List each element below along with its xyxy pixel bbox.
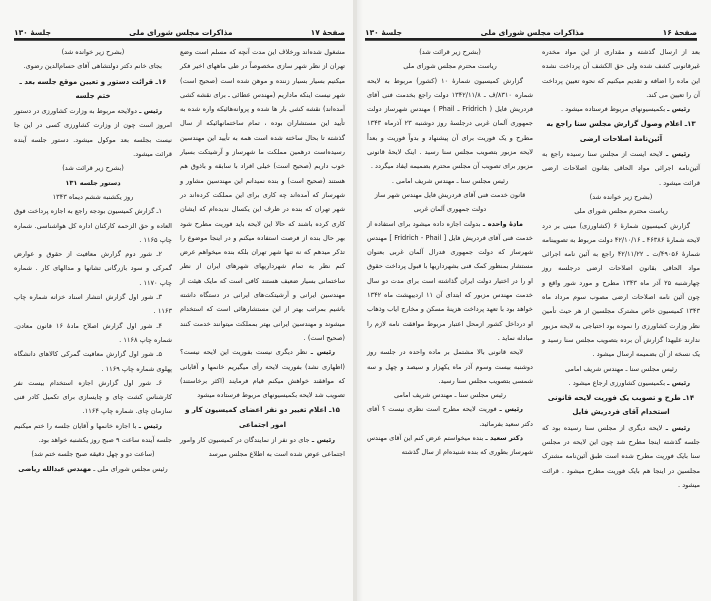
speech-text: فوریت لایحه مطرح است نظری نیست ؟ آقای دکتر سعید بفرمائید. [367, 405, 533, 428]
agenda-item: ۲ـ شور دوم گزارش معافیت از حقوق و عوارض گمرکی و سود بازرگانی تشانها و مدالهای کار . شماره چاپ ۱۱۷۰ . [14, 250, 172, 287]
page-header [14, 23, 345, 40]
speech-text: دولایحه مربوط به وزارت کشاورزی در دستور امروز است چون از وزارت کشاورزی کسی در این جا نیست بجلسه بعد موکول میشود. دستور جلسه آینده قرائت میشود. [14, 107, 172, 159]
paragraph: لایحه قانونی بالا مشتمل بر ماده واحده در جلسه روز دوشنبه بیست وسوم آذر ماه یکهزار و سیصد و چهل و سه شمسی بتصویب مجلس سنا رسید. [367, 348, 533, 385]
speech-text: نظر دیگری نیست بفوریت این لایحه نیست؟ (اظهاری نشد) بفوریت لایحه رأی میگیریم خانمها و آقایانی که موافقند خواهش میکنم قیام فرمایند (اکثر برخاستند) تصویب شد لایحه بکمیسیونهای مربوط فرستاده میشود [180, 348, 345, 400]
note: (بشرح زیر خوانده شد) [589, 192, 653, 201]
right-page [357, 0, 711, 601]
speech-text: جای دو نفر از نمایندگان در کمیسیون کار وامور اجتماعی عوض شده است به اطلاع مجلس میرسد [180, 436, 345, 459]
speech [367, 431, 533, 460]
paragraph: گزارش کمیسیون شمارهٔ ۶ (کشاورزی) مینی بر درد لایحه شمارهٔ ۴۶۳۸۶ ـ ۴۲/۱۰/۱۶ دولت مربوط به تصویبنامه شمارهٔ ۴۹۰۵۶/ت ـ ۴۲/۱۱/۲۲ راجع به آئین نامه اجرائی مواد الحاقی بقانون اصلاحات ارضی درجلسه روز چهارشنبه ۲۵ آذر ماه ۱۳۴۳ مطرح و مورد شور واقع و چون آئین نامه اصلاحات ارضی مصوب سوم مرداد ماه ۱۳۴۳ کمیسیون خاص مشترک مجلسین از هر حیث تأمین نظر وزارت کشاورزی را نموده بود احتیاجی به لایحه مزبور ندارند علیهذا گزارش آن برده بتصویب مجلس سنا رسید و یک نسخه از آن بضمیمه ارسال میشود . [542, 221, 700, 359]
speaker-name: رئیس ـ [311, 436, 335, 445]
paragraph: مشغول شده‌اند ورخلاف این مدت آنچه که مسلم است وضع تهران از نظر شهر سازی مخصوصاً در طی ماههای اخیر فکر میکنیم بسیار بسیار زننده و موهن شده است (صحیح است) شهر نیست اینکه ماداریم (مهندس عطائی ـ برای نقشه کشی آمده‌اند) نقشه کشی بار ها شده و پروانه‌هائیکه واره شده به تأیید این مستشاران بوده ، تمام ساختمانهائیکه از سال گذشته تا بحال ساخته شده است همه به تأیید این مهندسین رسیده‌است درهمین مملکت ما شهرساز و آرشیتکت بسیار خوب داریم (صحیح است) خیلی افراد با سابقه و باذوق هم هستند (صحیح است) و بنده نمیدانم این مهندسین مشاور و شهرساز که آمده‌اند چه کاری برای این مملکت کرده‌اند در شهر تهران که بنده در ظرف این یکسال ندیده‌ام که ایشان کاری کرده باشند که حالا این لایحه باید فوریت مطرح شود بهر حال بنده از فرصت استفاده میکنم و در اینجا موضوع را تذکر میدهم که نه تنها شهر تهران بلکه بنده میخواهم عرض کنم نظر به تمام شهرداریهای شهرهای ایران از نظر ساختمانی بسیار ضعیف هستند کافی است که مایک هیئت از مهندسین ایرانی و آرشیتکت‌های ایرانی در دستگاه داشته باشیم بمراتب بهتر از این مستشارهائی است که استخدام میشوند و مهندسین ایرانی بهتر بمملکت میتوانند خدمت کنند (صحیح است) . [180, 48, 345, 342]
article-label: مادهٔ واحده ـ [482, 219, 523, 228]
running-title: مذاکرات مجلس شورای ملی [129, 28, 233, 37]
page-number: صفحهٔ ۱۷ [310, 28, 345, 37]
section-heading: ۱۳ـ اعلام وصول گزارش مجلس سنا راجع به آئین‌نامهٔ اصلاحات ارضی [546, 120, 696, 143]
speech-text: بنده میخواستم عرض کنم این آقای مهندس شهرساز بطوری که بنده شنیده‌ام از سال گذشته [367, 434, 533, 457]
session-number: جلسهٔ ۱۳۰ [365, 28, 403, 37]
text-column-right [180, 45, 345, 462]
speaker-name: رئیس ـ [665, 423, 690, 432]
note: (بشرح زیر قرائت شد) [419, 48, 481, 56]
agenda-date: روز یکشنبه ششم دیماه ۱۳۴۳ [52, 192, 134, 201]
speaker-name: رئیس ـ [499, 405, 523, 414]
text-column-left [14, 45, 172, 476]
paragraph: بعد از ارسال گذشته و مقداری از این مواد مخدره غیرقانونی کشف شده ولی حق الکشف آن پرداخت نشده این ماده را اضافه و تقدیم میکنیم که نحوه تعیین پرداخت آن را تعیین می کند. [542, 48, 700, 99]
signature-name: مهندس عبدالله ریاضی [18, 464, 92, 473]
running-title: مذاکرات مجلس شورای ملی [480, 28, 584, 37]
text-column-left [367, 45, 533, 460]
speech [14, 104, 172, 161]
law-article [367, 217, 533, 346]
paragraph: گزارش کمیسیون شمارهٔ ۱۰ (کشور) مربوط به لایحه شماره ۸۳۱۰/ف ـ ۱۳۴۲/۱۱/۸ دولت راجع بخدمت فنی آقای فردریش فایل ( Fridrich ـ Phail ) مهندس شهرساز دولت جمهوری آلمان غربی درجلسهٔ روز دوشنبه ۲۳ آذرماه ۱۳۴۳ مطرح و یک فوریت برای آن پیشنهاد و بدواً فوریت و بعداً لایحه مزبور بتصویب مجلس سنا رسید . اینک لایحهٔ قانونی مزبور برای تصویب آن مجلس محترم بضمیمه ایفاد میگردد . [367, 76, 534, 171]
signature: رئیس مجلس سنا ـ مهندس شریف امامی [393, 391, 507, 400]
header-rule [365, 40, 697, 41]
speaker-name: رئیس ـ [665, 150, 690, 159]
speaker-name: رئیس ـ [310, 348, 335, 357]
left-page [0, 0, 353, 601]
speech-text: لایحه دیگری از مجلس سنا رسیده بود که جلسه گذشته اینجا مطرح شد چون این لایحه در مجلس سنا بایک فوریت مطرح شده است طبق آئین‌نامه مشترک مجلسین در اینجا هم بایک فوریت مطرح میشود . قرائت میشود . [542, 423, 700, 489]
speech [542, 376, 700, 390]
section-heading: ۱۴ـ طرح و تصویب یک فوریت لایحه قانونی استخدام آقای فردریش فایل [547, 394, 695, 417]
speaker-name: رئیس ـ [139, 107, 162, 116]
speaker-name: دکتر سعید ـ [485, 434, 523, 443]
note: (بشرح زیر خوانده شد) [61, 48, 125, 56]
law-title: قانون خدمت فنی آقای فردریش فایل مهندس شهر ساز دولت جمهوری آلمان غربی [374, 190, 526, 214]
signature-title: رئیس مجلس شورای ملی ـ [93, 464, 168, 473]
agenda-item: ۱ـ گزارش کمیسیون بودجه راجع به اجازه پرداخت فوق العاده و حق الزحمه کارکنان اداره کل هواشناسی. شماره چاپ ۱۱۶۵ . [14, 207, 172, 244]
speech [367, 402, 533, 431]
page-number: صفحهٔ ۱۶ [662, 28, 697, 37]
closing-note: (ساعت دو و چهل دقیقه صبح جلسه ختم شد) [31, 450, 155, 459]
addressee: ریاست محترم مجلس شورای ملی [574, 207, 668, 216]
page-header [365, 23, 697, 40]
speech [180, 345, 345, 402]
page-edge-shadow [357, 0, 363, 601]
article-text: بدولت اجازه داده میشود برای استفاده از خدمت فنی آقای فردریش فایل [ Fridrich - Phail ] مهندس شهرساز که دولت جمهوری فدرال آلمان غربی بعنوان مستشار بمنظور کمک فنی بشهرداریها با قبول پرداخت حقوق او را در اختیار دولت ایران گذاشته است برای مدت دو سال خدمت مهندس مزبور که ابتدای آن ۱۱ اردیبهشت ماه ۱۳۴۲ خواهد بود با تعهد پرداخت هزینهٔ مسکن و مخارج ایاب وذهاب او درداخل کشور ازمحل اعتبار مربوط موافقت نامه لازم را مبادله نماید . [367, 219, 533, 342]
agenda-title: دستور جلسه ۱۳۱ [65, 178, 121, 187]
speech-text: بکمیسیون کشاورزی ارجاع میشود . [568, 378, 666, 387]
speaker-name: رئیس ـ [667, 378, 690, 387]
addressee: ریاست محترم مجلس شورای ملی [403, 62, 497, 71]
paragraph: بجای خانم دکتر دولتشاهی آقای حسام‌الدین رضوی. [23, 62, 162, 71]
speech [542, 102, 700, 116]
speech [14, 419, 172, 448]
agenda-item: ۳ـ شور اول گزارش انتشار اسناد خزانه شماره چاپ ۱۱۶۳ . [14, 293, 172, 316]
speech [542, 421, 700, 492]
header-rule [14, 40, 345, 41]
speech-text: لایحه ایست از مجلس سنا رسیده راجع به آئین‌نامه اجرائی مواد الحاقی بقانون اصلاحات ارضی قرائت میشود . [542, 150, 700, 187]
agenda-item: ۴ـ شور اول گزارش اصلاح مادهٔ ۱۶ قانون معادن. شماره چاپ ۱۱۶۸ . [14, 321, 172, 344]
signature: رئیس مجلس سنا ـ مهندس شریف امامی [564, 364, 678, 373]
speech-text: با اجازه خانمها و آقایان جلسه را ختم میکنیم جلسه آینده ساعت ۹ صبح روز یکشنبه خواهد بود. [14, 421, 172, 445]
agenda-item: ۵ـ شور اول گزارش معافیت گمرکی کالاهای دانشگاه پهلوی شماره چاپ ۱۱۶۹ . [14, 350, 172, 373]
signature [14, 462, 172, 476]
text-column-right [542, 45, 700, 492]
section-heading: ۱۵ـ اعلام تغییر دو نفر اعضای کمیسیون کار و امور اجتماعی [185, 406, 340, 429]
section-heading: ۱۶ـ قرائت دستور و تعیین موقع جلسه بعد ـ ختم جلسه [19, 77, 167, 100]
speaker-name: رئیس ـ [138, 421, 162, 430]
agenda-item: ۶ـ شور اول گزارش اجازه استخدام بیست نفر کارشناس کشت چای و چایسازی برای تکمیل کادر فنی سازمان چای. شماره چاپ ۱۱۶۴. [14, 378, 172, 416]
session-number: جلسهٔ ۱۳۰ [14, 28, 52, 37]
speaker-name: رئیس ـ [667, 105, 690, 114]
signature: رئیس مجلس سنا ـ مهندس شریف امامی . [391, 176, 509, 185]
speech [542, 147, 700, 190]
note: (بشرح زیر قرائت شد) [62, 164, 124, 173]
speech [180, 433, 345, 462]
speech-text: بکمیسیونهای مربوط فرستاده میشود . [561, 105, 666, 114]
